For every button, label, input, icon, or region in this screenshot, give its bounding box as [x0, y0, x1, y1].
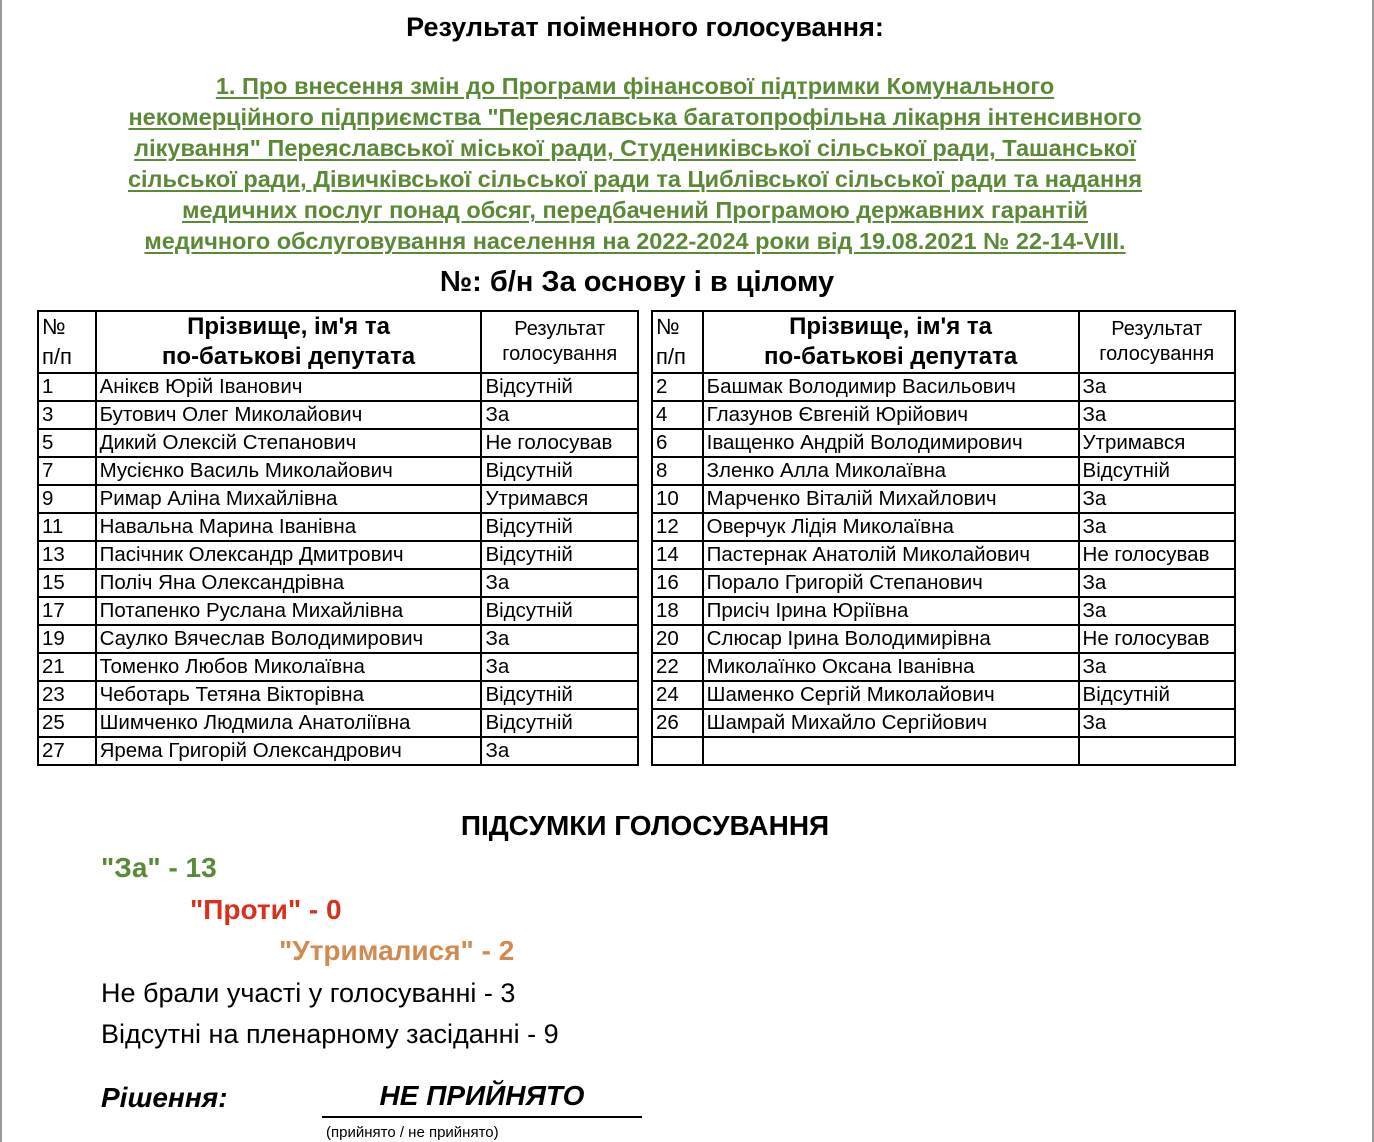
page-left-border — [0, 0, 2, 1142]
cell-result: За — [1079, 597, 1235, 625]
table-row — [38, 401, 638, 429]
table-row — [652, 401, 1235, 429]
cell-num: 23 — [38, 681, 96, 709]
subject-line: медичного обслуговування населення на 2022-2024 роки від 19.08.2021 № 22-14-VIII. — [144, 228, 1126, 254]
cell-result: За — [1079, 401, 1235, 429]
cell-name: Шимченко Людмила Анатоліївна — [96, 709, 482, 737]
document-title: Результат поіменного голосування: — [406, 12, 884, 42]
cell-result: За — [1079, 569, 1235, 597]
table-row — [38, 709, 638, 737]
table-row — [38, 653, 638, 681]
cell-name: Дикий Олексій Степанович — [96, 429, 482, 457]
cell-result: Не голосував — [481, 429, 638, 457]
cell-result: Утримався — [481, 485, 638, 513]
table-header-row — [38, 311, 638, 373]
cell-num: 4 — [652, 401, 703, 429]
cell-result: Відсутній — [481, 681, 638, 709]
table-row — [652, 597, 1235, 625]
cell-num: 20 — [652, 625, 703, 653]
cell-result: За — [1079, 653, 1235, 681]
cell-num — [652, 737, 703, 765]
table-row — [652, 625, 1235, 653]
table-row — [652, 513, 1235, 541]
header-result: Результат голосування — [1079, 311, 1235, 373]
subject-line: лікування" Переяславської міської ради, Студениківської сільської ради, Ташанської — [134, 135, 1136, 161]
cell-num: 19 — [38, 625, 96, 653]
cell-name: Башмак Володимир Васильович — [703, 373, 1079, 401]
table-row — [652, 541, 1235, 569]
cell-num: 13 — [38, 541, 96, 569]
cell-num: 14 — [652, 541, 703, 569]
cell-result: Відсутній — [481, 373, 638, 401]
cell-name — [703, 737, 1079, 765]
cell-name: Марченко Віталій Михайлович — [703, 485, 1079, 513]
cell-num: 21 — [38, 653, 96, 681]
cell-name: Потапенко Руслана Михайлівна — [96, 597, 482, 625]
header-name: Прізвище, ім'я та по-батькові депутата — [703, 311, 1079, 373]
cell-num: 18 — [652, 597, 703, 625]
table-row — [652, 709, 1235, 737]
cell-name: Бутович Олег Миколайович — [96, 401, 482, 429]
cell-result: Відсутній — [481, 513, 638, 541]
table-row — [652, 681, 1235, 709]
cell-num: 27 — [38, 737, 96, 765]
votes-table-left — [37, 310, 639, 766]
summary-for: "За" - 13 — [101, 852, 217, 883]
cell-result: За — [481, 653, 638, 681]
table-row — [38, 597, 638, 625]
cell-num: 5 — [38, 429, 96, 457]
decision-hint: (прийнято / не прийнято) — [326, 1124, 499, 1141]
cell-name: Іващенко Андрій Володимирович — [703, 429, 1079, 457]
summary-not-voted: Не брали участі у голосуванні - 3 — [101, 978, 516, 1008]
cell-name: Слюсар Ірина Володимирівна — [703, 625, 1079, 653]
cell-num: 11 — [38, 513, 96, 541]
cell-num: 22 — [652, 653, 703, 681]
cell-result: За — [1079, 373, 1235, 401]
cell-num: 17 — [38, 597, 96, 625]
cell-num: 26 — [652, 709, 703, 737]
cell-result: За — [481, 401, 638, 429]
cell-name: Глазунов Євгеній Юрійович — [703, 401, 1079, 429]
cell-result: Відсутній — [1079, 681, 1235, 709]
cell-num: 1 — [38, 373, 96, 401]
cell-result: Відсутній — [1079, 457, 1235, 485]
table-row — [38, 569, 638, 597]
cell-result: За — [1079, 513, 1235, 541]
table-row — [38, 485, 638, 513]
table-row — [38, 681, 638, 709]
cell-name: Томенко Любов Миколаївна — [96, 653, 482, 681]
cell-num: 3 — [38, 401, 96, 429]
cell-num: 9 — [38, 485, 96, 513]
cell-result: Утримався — [1079, 429, 1235, 457]
cell-name: Навальна Марина Іванівна — [96, 513, 482, 541]
table-row — [38, 457, 638, 485]
cell-num: 24 — [652, 681, 703, 709]
cell-result: Відсутній — [481, 541, 638, 569]
cell-num: 8 — [652, 457, 703, 485]
cell-name: Чеботарь Тетяна Вікторівна — [96, 681, 482, 709]
decision-label: Рішення: — [101, 1082, 228, 1113]
cell-name: Саулко Вячеслав Володимирович — [96, 625, 482, 653]
cell-num: 25 — [38, 709, 96, 737]
table-row — [38, 373, 638, 401]
cell-result: За — [1079, 485, 1235, 513]
cell-result: За — [481, 625, 638, 653]
table-row — [652, 485, 1235, 513]
table-row — [652, 429, 1235, 457]
votes-table-right — [651, 310, 1236, 766]
cell-name: Пастернак Анатолій Миколайович — [703, 541, 1079, 569]
cell-result: За — [481, 737, 638, 765]
table-row — [38, 625, 638, 653]
cell-result: Не голосував — [1079, 625, 1235, 653]
cell-name: Присіч Ірина Юріївна — [703, 597, 1079, 625]
summary-abstained: "Утрималися" - 2 — [279, 935, 515, 966]
summary-absent: Відсутні на пленарному засіданні - 9 — [101, 1019, 559, 1049]
subject-line: некомерційного підприємства "Переяславська багатопрофільна лікарня інтенсивного — [128, 104, 1142, 130]
table-row — [652, 653, 1235, 681]
table-row — [38, 513, 638, 541]
subject-line: сільської ради, Дівичківської сільської ради та Циблівської сільської ради та надання — [127, 166, 1143, 192]
summary-title: ПІДСУМКИ ГОЛОСУВАННЯ — [460, 810, 830, 841]
cell-result: Відсутній — [481, 457, 638, 485]
cell-num: 12 — [652, 513, 703, 541]
cell-name: Порало Григорій Степанович — [703, 569, 1079, 597]
cell-name: Миколаїнко Оксана Іванівна — [703, 653, 1079, 681]
table-header-row — [652, 311, 1235, 373]
cell-result: Відсутній — [481, 709, 638, 737]
cell-num: 15 — [38, 569, 96, 597]
cell-result: Відсутній — [481, 597, 638, 625]
summary-against: "Проти" - 0 — [190, 894, 342, 925]
cell-name: Пасічник Олександр Дмитрович — [96, 541, 482, 569]
cell-name: Ярема Григорій Олександрович — [96, 737, 482, 765]
header-number: № п/п — [652, 311, 703, 373]
decision-number-line: №: б/н За основу і в цілому — [439, 266, 835, 298]
cell-name: Римар Аліна Михайлівна — [96, 485, 482, 513]
table-row — [652, 737, 1235, 765]
table-row — [38, 737, 638, 765]
cell-name: Мусієнко Василь Миколайович — [96, 457, 482, 485]
header-result: Результат голосування — [481, 311, 638, 373]
cell-num: 16 — [652, 569, 703, 597]
cell-num: 2 — [652, 373, 703, 401]
cell-name: Шаменко Сергій Миколайович — [703, 681, 1079, 709]
table-row — [38, 429, 638, 457]
cell-result: За — [481, 569, 638, 597]
cell-result: Не голосував — [1079, 541, 1235, 569]
cell-name: Шамрай Михайло Сергійович — [703, 709, 1079, 737]
decision-value: НЕ ПРИЙНЯТО — [322, 1080, 642, 1118]
cell-num: 7 — [38, 457, 96, 485]
header-name: Прізвище, ім'я та по-батькові депутата — [96, 311, 482, 373]
table-row — [652, 569, 1235, 597]
header-number: № п/п — [38, 311, 96, 373]
cell-num: 10 — [652, 485, 703, 513]
cell-name: Анікєв Юрій Іванович — [96, 373, 482, 401]
subject-line: 1. Про внесення змін до Програми фінансової підтримки Комунального — [215, 73, 1055, 99]
table-row — [38, 541, 638, 569]
cell-name: Поліч Яна Олександрівна — [96, 569, 482, 597]
table-row — [652, 373, 1235, 401]
cell-name: Оверчук Лідія Миколаївна — [703, 513, 1079, 541]
cell-num: 6 — [652, 429, 703, 457]
table-row — [652, 457, 1235, 485]
vote-subject — [30, 71, 1240, 257]
cell-result — [1079, 737, 1235, 765]
subject-line: медичних послуг понад обсяг, передбачений Програмою державних гарантій — [182, 197, 1088, 223]
cell-name: Зленко Алла Миколаївна — [703, 457, 1079, 485]
cell-result: За — [1079, 709, 1235, 737]
